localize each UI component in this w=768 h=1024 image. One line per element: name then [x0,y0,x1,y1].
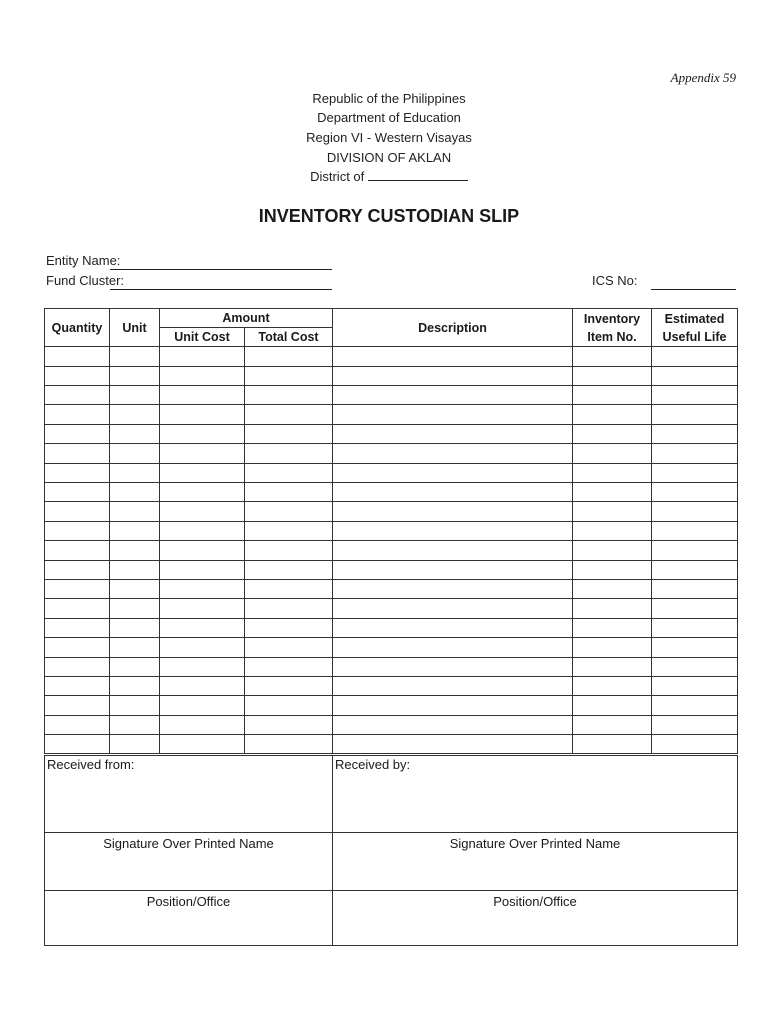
table-cell[interactable] [573,502,652,521]
estimated-header-line2: Useful Life [662,329,727,344]
appendix-label: Appendix 59 [670,70,736,85]
table-cell[interactable] [333,715,573,734]
table-cell[interactable] [160,366,245,385]
signature-right-cell[interactable] [333,833,738,891]
table-row [45,444,738,463]
signature-right-label: Signature Over Printed Name [449,836,621,851]
table-cell[interactable] [652,676,738,695]
table-cell[interactable] [245,502,333,521]
table-cell[interactable] [110,676,160,695]
entity-name-label: Entity Name: [46,253,121,268]
signature-table [44,755,738,946]
table-cell[interactable] [45,405,110,424]
table-cell[interactable] [45,696,110,715]
entity-name-line[interactable] [110,269,332,270]
fund-cluster-label: Fund Cluster: [46,273,125,288]
position-right-cell[interactable] [333,891,738,946]
table-cell[interactable] [110,424,160,443]
table-cell[interactable] [573,463,652,482]
table-cell[interactable] [573,444,652,463]
table-cell[interactable] [573,618,652,637]
table-cell[interactable] [245,541,333,560]
table-row [45,579,738,598]
table-cell[interactable] [45,599,110,618]
table-cell[interactable] [160,482,245,501]
district-blank-line[interactable] [368,169,468,181]
table-cell[interactable] [333,463,573,482]
position-left-cell[interactable] [45,891,333,946]
table-cell[interactable] [573,366,652,385]
table-cell[interactable] [110,579,160,598]
table-cell[interactable] [160,502,245,521]
table-row [45,386,738,405]
table-cell[interactable] [333,560,573,579]
table-cell[interactable] [45,657,110,676]
col-header-total-cost: Total Cost [245,328,333,347]
table-cell[interactable] [245,386,333,405]
table-cell[interactable] [160,696,245,715]
table-cell[interactable] [245,579,333,598]
table-row [45,715,738,734]
table-cell[interactable] [245,366,333,385]
col-header-unit-cost: Unit Cost [160,328,245,347]
received-by-label: Received by: [335,757,411,772]
table-row [45,502,738,521]
header-region: Region VI - Western Visayas [306,130,472,145]
col-header-estimated-useful-life [652,309,738,347]
table-cell[interactable] [110,735,160,754]
table-cell[interactable] [160,599,245,618]
table-cell[interactable] [333,482,573,501]
table-row [45,676,738,695]
table-cell[interactable] [110,347,160,366]
table-cell[interactable] [110,405,160,424]
table-cell[interactable] [110,715,160,734]
table-cell[interactable] [110,502,160,521]
table-cell[interactable] [160,386,245,405]
table-cell[interactable] [45,541,110,560]
table-cell[interactable] [160,541,245,560]
table-cell[interactable] [573,424,652,443]
table-cell[interactable] [160,405,245,424]
table-cell[interactable] [45,618,110,637]
table-cell[interactable] [652,424,738,443]
table-cell[interactable] [652,657,738,676]
header-department: Department of Education [317,110,461,125]
table-cell[interactable] [333,735,573,754]
table-row [45,463,738,482]
table-cell[interactable] [333,347,573,366]
table-cell[interactable] [45,482,110,501]
header-division: DIVISION OF AKLAN [326,150,452,165]
table-cell[interactable] [245,735,333,754]
table-cell[interactable] [245,715,333,734]
table-cell[interactable] [110,696,160,715]
table-cell[interactable] [245,521,333,540]
table-cell[interactable] [652,735,738,754]
table-cell[interactable] [573,541,652,560]
table-cell[interactable] [573,521,652,540]
table-cell[interactable] [573,696,652,715]
table-cell[interactable] [333,444,573,463]
table-cell[interactable] [652,444,738,463]
header-district [0,169,768,184]
table-cell[interactable] [110,521,160,540]
table-cell[interactable] [652,463,738,482]
ics-no-line[interactable] [651,289,736,290]
table-cell[interactable] [333,386,573,405]
table-cell[interactable] [333,676,573,695]
received-by-cell[interactable] [333,756,738,833]
inventory-header-line2: Item No. [587,329,637,344]
table-cell[interactable] [45,424,110,443]
table-cell[interactable] [160,444,245,463]
table-cell[interactable] [652,366,738,385]
table-cell[interactable] [245,618,333,637]
table-cell[interactable] [45,638,110,657]
col-header-description: Description [333,309,573,347]
table-cell[interactable] [333,521,573,540]
table-row [45,599,738,618]
table-row [45,696,738,715]
table-row [45,482,738,501]
table-cell[interactable] [652,638,738,657]
table-cell[interactable] [110,618,160,637]
table-cell[interactable] [160,560,245,579]
table-cell[interactable] [333,579,573,598]
table-cell[interactable] [245,424,333,443]
table-cell[interactable] [652,715,738,734]
table-cell[interactable] [652,599,738,618]
table-cell[interactable] [573,386,652,405]
table-cell[interactable] [160,676,245,695]
table-cell[interactable] [573,405,652,424]
table-cell[interactable] [45,366,110,385]
table-cell[interactable] [652,502,738,521]
table-cell[interactable] [573,715,652,734]
table-cell[interactable] [110,541,160,560]
table-cell[interactable] [573,482,652,501]
table-cell[interactable] [333,638,573,657]
table-cell[interactable] [652,618,738,637]
table-row [45,657,738,676]
items-table [44,308,738,754]
col-header-quantity: Quantity [45,309,110,347]
table-cell[interactable] [160,463,245,482]
position-left-label: Position/Office [146,894,231,909]
table-cell[interactable] [652,696,738,715]
document-title: INVENTORY CUSTODIAN SLIP [258,206,520,226]
table-cell[interactable] [45,560,110,579]
table-cell[interactable] [45,463,110,482]
table-cell[interactable] [160,657,245,676]
table-cell[interactable] [652,541,738,560]
estimated-header-line1: Estimated [664,311,725,326]
table-cell[interactable] [160,347,245,366]
fund-cluster-line[interactable] [110,289,332,290]
col-header-unit: Unit [110,309,160,347]
signature-left-label: Signature Over Printed Name [103,836,274,851]
table-row [45,560,738,579]
table-cell[interactable] [245,696,333,715]
signature-left-cell[interactable] [45,833,333,891]
table-cell[interactable] [245,444,333,463]
table-cell[interactable] [333,405,573,424]
table-cell[interactable] [110,386,160,405]
table-cell[interactable] [160,579,245,598]
table-cell[interactable] [45,735,110,754]
table-cell[interactable] [573,676,652,695]
table-cell[interactable] [333,657,573,676]
table-cell[interactable] [245,676,333,695]
table-cell[interactable] [160,638,245,657]
table-row [45,366,738,385]
table-cell[interactable] [573,599,652,618]
table-cell[interactable] [652,347,738,366]
table-row [45,424,738,443]
table-cell[interactable] [333,502,573,521]
table-row [45,618,738,637]
table-cell[interactable] [45,386,110,405]
table-cell[interactable] [45,502,110,521]
table-cell[interactable] [110,638,160,657]
received-from-cell[interactable] [45,756,333,833]
table-cell[interactable] [110,599,160,618]
col-header-inventory-item-no [573,309,652,347]
table-cell[interactable] [573,560,652,579]
table-cell[interactable] [573,735,652,754]
table-cell[interactable] [245,560,333,579]
table-row [45,405,738,424]
table-cell[interactable] [45,579,110,598]
table-cell[interactable] [245,405,333,424]
table-cell[interactable] [110,482,160,501]
table-cell[interactable] [110,657,160,676]
ics-no-label: ICS No: [592,273,638,288]
table-cell[interactable] [245,638,333,657]
table-cell[interactable] [160,715,245,734]
position-right-label: Position/Office [493,894,577,909]
table-cell[interactable] [573,657,652,676]
table-cell[interactable] [333,696,573,715]
table-cell[interactable] [652,521,738,540]
table-cell[interactable] [573,347,652,366]
table-cell[interactable] [45,347,110,366]
table-cell[interactable] [652,405,738,424]
table-row [45,347,738,366]
table-cell[interactable] [45,676,110,695]
table-cell[interactable] [652,386,738,405]
table-cell[interactable] [245,463,333,482]
col-header-amount: Amount [160,309,333,328]
table-cell[interactable] [333,541,573,560]
table-cell[interactable] [333,366,573,385]
table-row [45,521,738,540]
header-republic: Republic of the Philippines [312,91,466,106]
table-cell[interactable] [45,715,110,734]
table-cell[interactable] [333,599,573,618]
table-cell[interactable] [160,521,245,540]
table-row [45,735,738,754]
table-row [45,541,738,560]
table-cell[interactable] [245,657,333,676]
table-cell[interactable] [45,444,110,463]
inventory-header-line1: Inventory [583,311,641,326]
table-cell[interactable] [160,735,245,754]
table-cell[interactable] [110,444,160,463]
table-cell[interactable] [245,347,333,366]
table-cell[interactable] [160,618,245,637]
table-row [45,638,738,657]
table-cell[interactable] [110,366,160,385]
table-cell[interactable] [652,579,738,598]
table-cell[interactable] [110,560,160,579]
table-cell[interactable] [333,618,573,637]
table-cell[interactable] [652,482,738,501]
table-cell[interactable] [333,424,573,443]
table-cell[interactable] [652,560,738,579]
table-cell[interactable] [110,463,160,482]
table-cell[interactable] [573,638,652,657]
table-cell[interactable] [160,424,245,443]
table-cell[interactable] [245,599,333,618]
table-cell[interactable] [245,482,333,501]
district-label: District of [310,169,365,184]
received-from-label: Received from: [47,757,135,772]
table-cell[interactable] [45,521,110,540]
table-cell[interactable] [573,579,652,598]
